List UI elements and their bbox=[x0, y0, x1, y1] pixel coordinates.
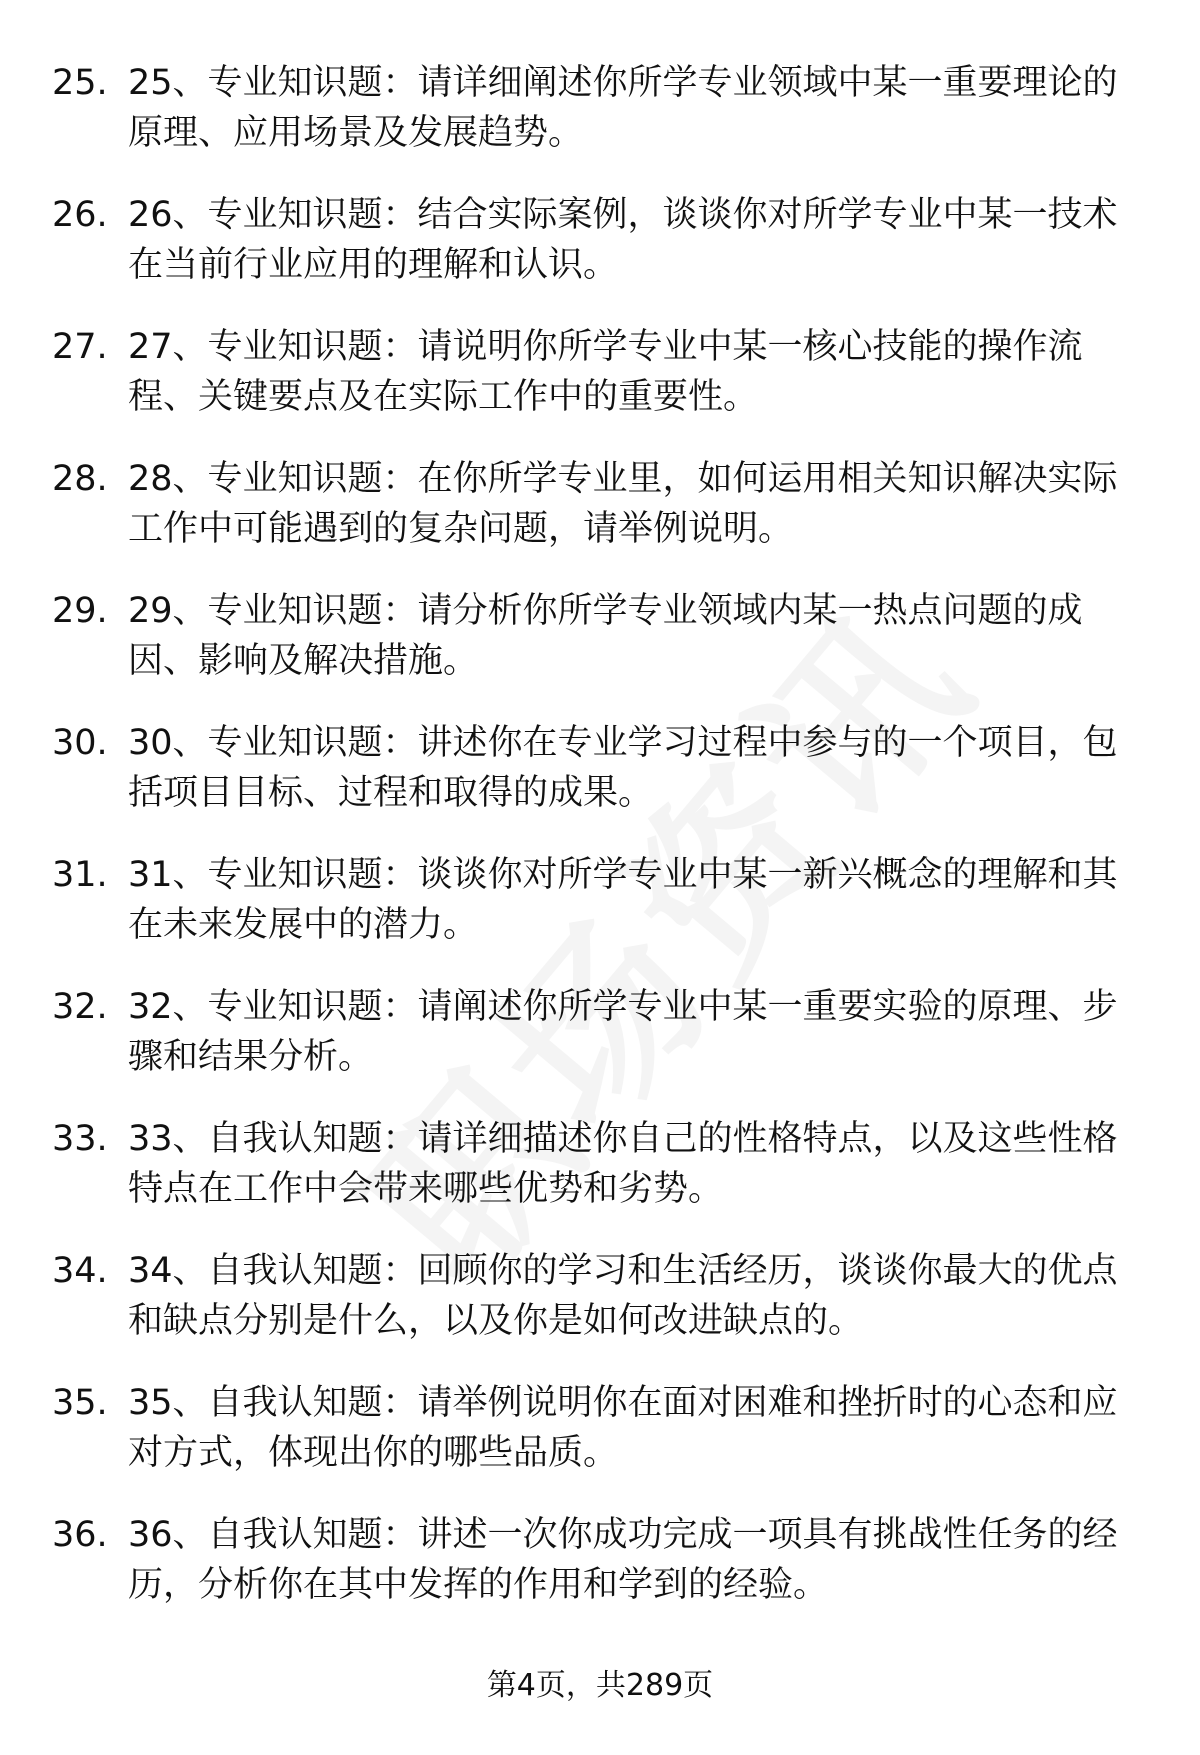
item-number: 28. bbox=[52, 459, 108, 499]
page-number: 第4页，共289页 bbox=[486, 1668, 714, 1703]
item-number: 31. bbox=[52, 855, 108, 895]
item-number: 27. bbox=[52, 327, 108, 367]
item-text: 30、专业知识题：讲述你在专业学习过程中参与的一个项目，包括项目目标、过程和取得的成果。 bbox=[128, 723, 1118, 813]
item-text: 28、专业知识题：在你所学专业里，如何运用相关知识解决实际工作中可能遇到的复杂问题，请举例说明。 bbox=[128, 459, 1118, 549]
item-number: 25. bbox=[52, 63, 108, 103]
item-text: 33、自我认知题：请详细描述你自己的性格特点，以及这些性格特点在工作中会带来哪些优势和劣势。 bbox=[128, 1119, 1118, 1209]
list-item bbox=[0, 586, 1200, 718]
list-item bbox=[0, 58, 1200, 190]
item-number: 32. bbox=[52, 987, 108, 1027]
list-item bbox=[0, 1114, 1200, 1246]
list-item bbox=[0, 1378, 1200, 1510]
list-item bbox=[0, 718, 1200, 850]
list-item bbox=[0, 322, 1200, 454]
list-item bbox=[0, 190, 1200, 322]
item-number: 29. bbox=[52, 591, 108, 631]
item-text: 32、专业知识题：请阐述你所学专业中某一重要实验的原理、步骤和结果分析。 bbox=[128, 987, 1118, 1077]
question-list bbox=[0, 58, 1200, 1642]
item-number: 36. bbox=[52, 1515, 108, 1555]
item-text: 29、专业知识题：请分析你所学专业领域内某一热点问题的成因、影响及解决措施。 bbox=[128, 591, 1083, 681]
list-item bbox=[0, 1510, 1200, 1642]
item-text: 26、专业知识题：结合实际案例，谈谈你对所学专业中某一技术在当前行业应用的理解和认识。 bbox=[128, 195, 1118, 285]
item-text: 36、自我认知题：讲述一次你成功完成一项具有挑战性任务的经历，分析你在其中发挥的作用和学到的经验。 bbox=[128, 1515, 1118, 1605]
item-text: 27、专业知识题：请说明你所学专业中某一核心技能的操作流程、关键要点及在实际工作中的重要性。 bbox=[128, 327, 1083, 417]
item-number: 30. bbox=[52, 723, 108, 763]
item-number: 33. bbox=[52, 1119, 108, 1159]
list-item bbox=[0, 1246, 1200, 1378]
item-text: 31、专业知识题：谈谈你对所学专业中某一新兴概念的理解和其在未来发展中的潜力。 bbox=[128, 855, 1118, 945]
item-text: 35、自我认知题：请举例说明你在面对困难和挫折时的心态和应对方式，体现出你的哪些品质。 bbox=[128, 1383, 1118, 1473]
list-item bbox=[0, 850, 1200, 982]
item-number: 34. bbox=[52, 1251, 108, 1291]
item-number: 35. bbox=[52, 1383, 108, 1423]
item-text: 34、自我认知题：回顾你的学习和生活经历，谈谈你最大的优点和缺点分别是什么，以及你是如何改进缺点的。 bbox=[128, 1251, 1118, 1341]
list-item bbox=[0, 454, 1200, 586]
item-text: 25、专业知识题：请详细阐述你所学专业领域中某一重要理论的原理、应用场景及发展趋势。 bbox=[128, 63, 1118, 153]
list-item bbox=[0, 982, 1200, 1114]
item-number: 26. bbox=[52, 195, 108, 235]
